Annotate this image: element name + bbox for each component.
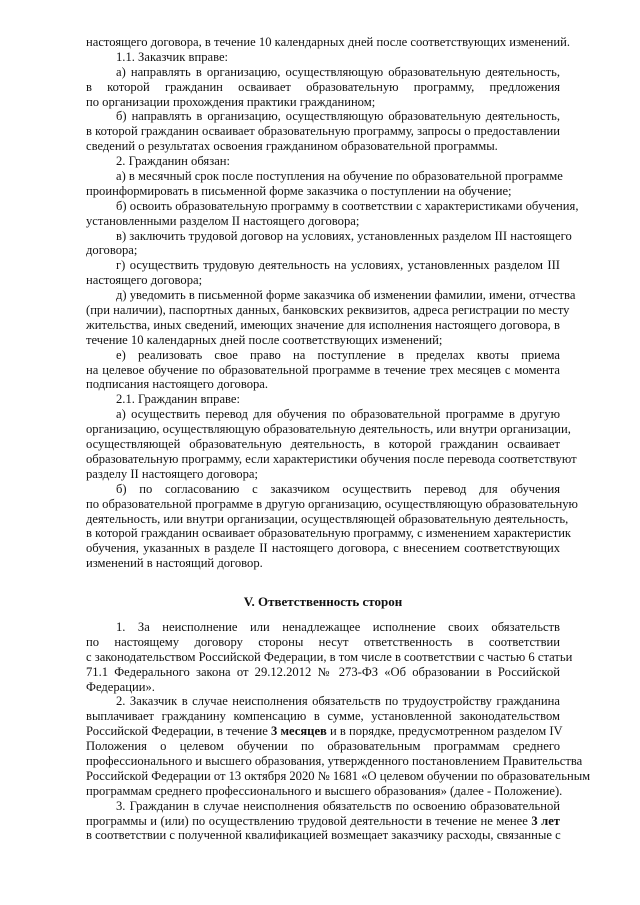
text-line: Российской Федерации от 13 октября 2020 № 1681 «О целевом обучении по образовательным <box>86 768 591 783</box>
text-line: организацию, осуществляющую образовательную деятельность, или внутри организации, <box>86 422 571 437</box>
text-line: 1.1. Заказчик вправе: <box>116 49 229 64</box>
paragraph <box>86 198 579 229</box>
text-line: Федерации». <box>86 679 155 694</box>
paragraph <box>86 109 560 154</box>
text-line: в которой гражданин осваивает образовательную программу, с изменением характеристик <box>86 526 572 541</box>
text-segment: Российской Федерации, в течение <box>86 724 272 739</box>
paragraph <box>86 348 560 393</box>
paragraph <box>86 392 560 407</box>
text-line: 3. Гражданин в случае неисполнения обязательств по освоению образовательной <box>116 798 560 813</box>
paragraph <box>86 169 563 199</box>
text-line: 2. Гражданин обязан: <box>116 154 231 169</box>
text-line: д) уведомить в письменной форме заказчика об изменении фамилии, имени, отчества <box>116 288 576 303</box>
paragraph <box>86 50 560 65</box>
text-line: по настоящему договору стороны несут ответственность в соответствии <box>86 634 560 649</box>
text-line: в) заключить трудовой договор на условиях, установленных разделом III настоящего <box>116 228 572 243</box>
text-line: а) направлять в организацию, осуществляющую образовательную деятельность, <box>116 64 560 79</box>
text-line: 2.1. Гражданин вправе: <box>116 392 241 407</box>
text-line: деятельность, или внутри организации, осуществляющей образовательную деятельность, <box>86 511 569 526</box>
text-line: обучения, указанных в разделе II настоящего договора, с внесением соответствующих <box>86 541 560 556</box>
text-line: подписания настоящего договора. <box>86 377 269 392</box>
text-line: образовательную программу, если характеристики обучения после перевода соответствуют <box>86 451 577 466</box>
text-line: настоящего договора, в течение 10 календарных дней после соответствующих изменений. <box>86 35 571 49</box>
text-line: в которой гражданин осваивает образовательную программу, запросы о предоставлении <box>86 124 560 139</box>
paragraph <box>86 65 560 110</box>
paragraph <box>86 154 560 169</box>
text-line: а) осуществить перевод для обучения по образовательной программе в другую <box>116 407 560 422</box>
text-line: разделу II настоящего договора; <box>86 466 258 481</box>
text-line: с законодательством Российской Федерации, в том числе в соответствии с частью 6 статьи <box>86 649 573 664</box>
text-line: программам среднего профессионального и высшего образования» (далее - Положение). <box>86 783 563 798</box>
text-line: течение 10 календарных дней после соответствующих изменений; <box>86 332 443 347</box>
text-line: е) реализовать свое право на поступление в пределах квоты приема <box>116 347 560 362</box>
paragraph <box>86 228 572 259</box>
text-line: (при наличии), паспортных данных, банковских реквизитов, адреса регистрации по месту <box>86 303 570 318</box>
text-line: профессионального и высшего образования, утвержденного постановлением Правительства <box>86 754 583 769</box>
text-line: договора; <box>86 243 138 258</box>
paragraph <box>86 288 576 348</box>
paragraph <box>86 799 560 844</box>
text-line: осуществляющей образовательную деятельность, в которой гражданин осваивает <box>86 437 560 452</box>
text-line: установленными разделом II настоящего договора; <box>86 213 360 228</box>
text-line: 1. За неисполнение или ненадлежащее исполнение своих обязательств <box>116 620 560 634</box>
paragraph <box>86 35 571 50</box>
liability-section <box>86 620 591 843</box>
bold-text: 3 месяцев <box>271 724 327 739</box>
bold-text: 3 лет <box>531 813 560 828</box>
text-line <box>86 814 560 829</box>
text-line: б) освоить образовательную программу в соответствии с характеристиками обучения, <box>116 198 579 213</box>
paragraph <box>86 620 573 694</box>
text-line: 71.1 Федерального закона от 29.12.2012 № 273-ФЗ «Об образовании в Российской <box>86 664 560 679</box>
text-line <box>86 724 563 739</box>
paragraph <box>86 694 591 798</box>
text-line: в соответствии с полученной квалификацией возмещает заказчику расходы, связанные с <box>86 828 561 843</box>
text-segment: и в порядке, предусмотренном разделом IV <box>326 724 563 739</box>
text-line: выплачивает гражданину компенсацию в сумме, установленной законодательством <box>86 709 560 724</box>
text-line: проинформировать в письменной форме заказчика о поступлении на обучение; <box>86 183 512 198</box>
paragraph <box>86 481 578 571</box>
section-heading-liability: V. Ответственность сторон <box>243 594 403 609</box>
text-line: сведений о результатах освоения гражданином образовательной программы. <box>86 139 498 154</box>
text-line: г) осуществить трудовую деятельность на условиях, установленных разделом III <box>116 258 560 273</box>
paragraph <box>86 407 577 481</box>
text-line: Положения о целевом обучении по образовательным программам среднего <box>86 739 560 754</box>
text-line: изменений в настоящий договор. <box>86 556 263 571</box>
text-line: б) по согласованию с заказчиком осуществить перевод для обучения <box>116 481 560 496</box>
text-line: 2. Заказчик в случае неисполнения обязательств по трудоустройству гражданина <box>116 694 560 709</box>
text-line: по образовательной программе в другую организацию, осуществляющую образовательную <box>86 496 578 511</box>
text-line: а) в месячный срок после поступления на обучение по образовательной программе <box>116 169 563 184</box>
obligations-section <box>86 35 579 571</box>
paragraph <box>86 258 560 288</box>
text-line: б) направлять в организацию, осуществляющую образовательную деятельность, <box>116 109 560 124</box>
text-segment: программы и (или) по осуществлению трудовой деятельности в течение не менее <box>86 813 532 828</box>
text-line: в которой гражданин осваивает образовательную программу, предложения <box>86 79 560 94</box>
text-line: на целевое обучение по образовательной программе в течение трех месяцев с момента <box>86 362 560 377</box>
text-line: жительства, иных сведений, имеющих значение для исполнения настоящего договора, в <box>86 317 560 332</box>
text-line: по организации прохождения практики гражданином; <box>86 94 376 109</box>
text-line: настоящего договора; <box>86 273 203 288</box>
